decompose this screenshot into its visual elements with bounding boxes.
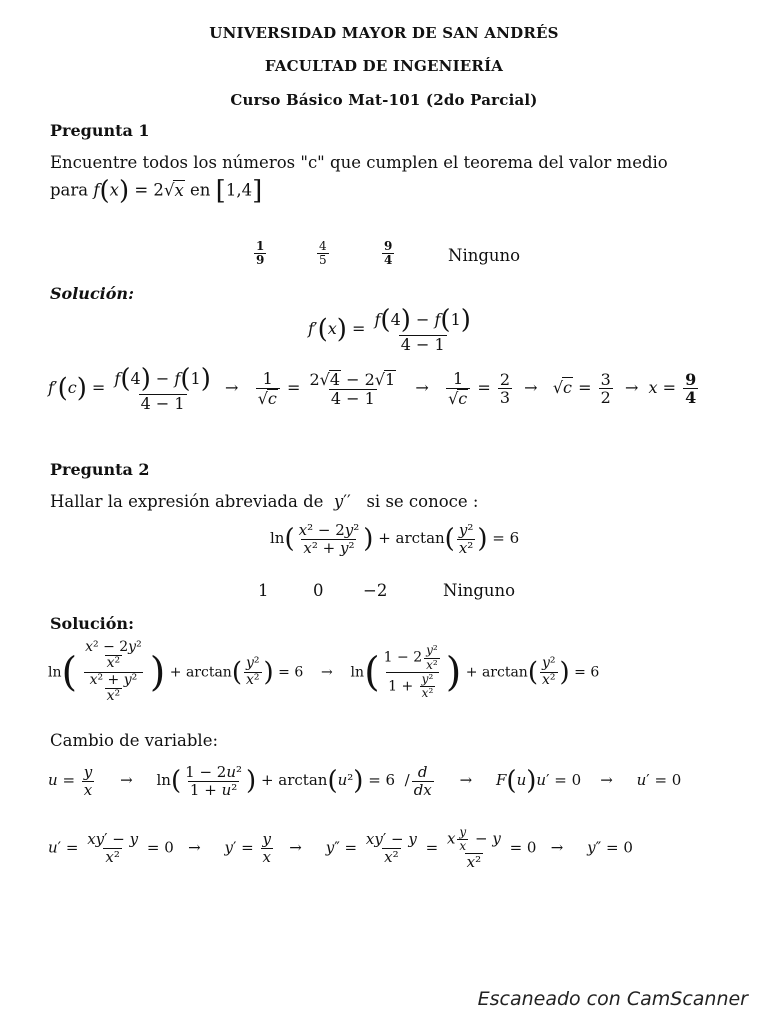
q2-change-variable-label: Cambio de variable: — [50, 731, 219, 750]
faculty-title: FACULTAD DE INGENIERÍA — [264, 57, 504, 75]
q2-statement-tail: si se conoce : — [366, 492, 479, 511]
q1-statement-line1: Encuentre todos los números "c" que cumplen el teorema del valor medio — [50, 153, 668, 172]
q1-solution-label: Solución: — [50, 284, 134, 303]
q2-solution-step1: ln( $\frac{\frac{\text{x² − 2y²}}{\text{x²}}}{\frac{\text{x² + y²}}{\text{x²}}}$ ) + arctan( $\frac{\text{y²}}{\text{x²}}$ ) = 6 → ln( 1 − 2 $\frac{\text{y²}}{\text{x²}}$ 1 + $\frac{\text{y²}}{\text{x²}}$ ) + arctan( $\frac{\text{y²}}{\text{x²}}$ ) = 6 — [48, 639, 600, 705]
q2-given-equation: ln( $\frac{\text{x² − 2y²}}{\text{x² + y²}}$ ) + arctan( $\frac{\text{y²}}{\text{x²}}$ ) = 6 — [270, 521, 520, 557]
q2-statement-text: Hallar la expresión abreviada de — [50, 492, 324, 511]
q1-option-a: $\frac{1}{9}$ — [256, 239, 265, 268]
q1-statement-line2: para f(x) = 2√x en [1,4] — [50, 176, 263, 206]
q2-solution-label: Solución: — [50, 614, 134, 633]
q1-option-none: Ninguno — [448, 246, 521, 265]
q1-solution-chain: f′(c) = $\frac{f(4) - f(1)}{4 - 1}$ → $\frac{1}{√c}$ = $\frac{2√4 - 2√1}{4 - 1}$ → $\frac{1}{√c}$ = $\frac{2}{3}$ → √c = $\frac{3}{2}$ → x = $\frac{9}{4}$ — [48, 364, 697, 413]
q1-option-b: $\frac{4}{5}$ — [319, 239, 327, 268]
university-title: UNIVERSIDAD MAYOR DE SAN ANDRÉS — [209, 24, 559, 42]
q2-solution-step2: u = $\frac{y}{x}$ → ln( $\frac{\text{1 − 2u²}}{\text{1 + u²}}$ ) + arctan(u²) = 6 / $\frac{d}{dx}$ → F(u)u′ = 0 → u′ = 0 — [48, 763, 682, 799]
question-1-title: Pregunta 1 — [50, 121, 150, 140]
q2-option-c: −2 — [363, 581, 388, 600]
q2-option-b: 0 — [313, 581, 324, 600]
q1-option-c: $\frac{9}{4}$ — [384, 239, 393, 268]
question-2-title: Pregunta 2 — [50, 460, 150, 479]
q1-derivative-formula: f′(x) = $\frac{f(4) - f(1)}{4 - 1}$ — [308, 305, 471, 354]
q2-statement: Hallar la expresión abreviada de y′′ si se conoce : — [50, 492, 479, 511]
course-title: Curso Básico Mat-101 (2do Parcial) — [230, 91, 538, 109]
q1-en-text: en — [190, 180, 211, 200]
q1-para-text: para — [50, 180, 89, 200]
camscanner-watermark: Escaneado con CamScanner — [477, 988, 748, 1010]
q2-solution-step3: u′ = $\frac{xy' - y}{\text{x²}}$ = 0 → y′ = $\frac{y}{x}$ → y″ = $\frac{xy' - y}{\text{x²}}$ = x $\frac{y}{x}$ − y x² = 0 → y″ = 0 — [48, 825, 633, 872]
q2-option-a: 1 — [258, 581, 269, 600]
q2-option-d: Ninguno — [443, 581, 516, 600]
